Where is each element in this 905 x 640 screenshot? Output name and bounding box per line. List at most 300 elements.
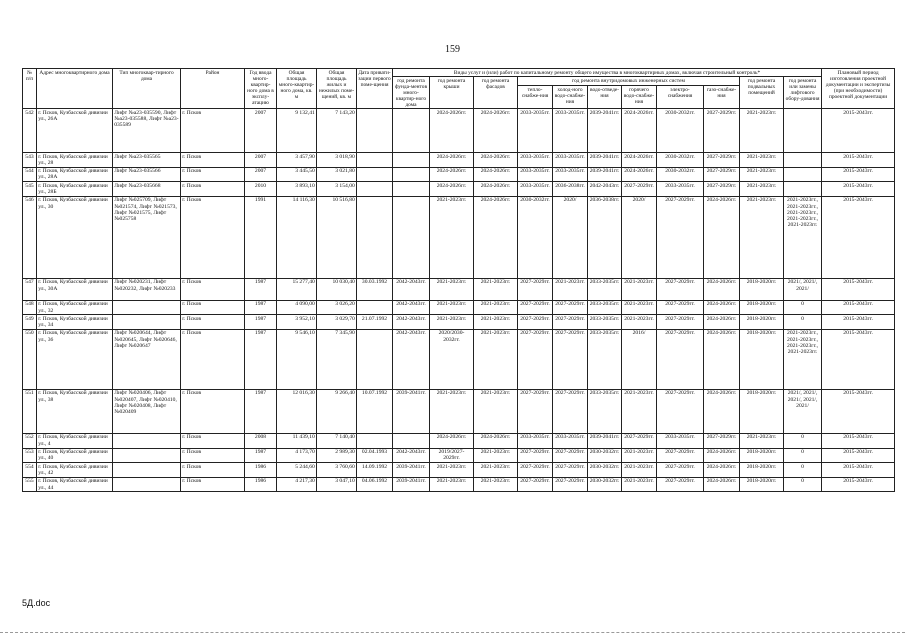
cell-type: Лифт №020406, Лифт №020407, Лифт №020410, Лифт №020408, Лифт №020409 — [113, 389, 181, 433]
cell-type — [113, 463, 181, 478]
cell-hot: 2021-2023гг. — [622, 315, 657, 330]
cell-base: 2021-2023гг. — [740, 153, 784, 168]
cell-n: 552 — [23, 433, 37, 448]
cell-roof: 2020/2030-2032гг. — [430, 329, 474, 389]
cell-lift: 2021-2023гг., 2021-2023гг., 2021-2023гг., 2021-2023гг., 2021-2023гг. — [784, 196, 822, 278]
cell-gas: 2024-2026гг. — [704, 278, 740, 300]
cell-year: 1987 — [245, 300, 277, 315]
cell-dist: г. Псков — [181, 315, 245, 330]
cell-gas: 2027-2029гг. — [704, 182, 740, 197]
cell-n: 542 — [23, 109, 37, 153]
cell-gas: 2027-2029гг. — [704, 433, 740, 448]
cell-roof: 2024-2026гг. — [430, 109, 474, 153]
table-row — [23, 329, 895, 389]
cell-type: Лифт №020644, Лифт №020645, Лифт №020646, Лифт №020647 — [113, 329, 181, 389]
cell-addr: г. Псков, Кузбасской дивизии ул., 4 — [37, 433, 113, 448]
cell-dist: г. Псков — [181, 433, 245, 448]
header-basement: год ремонта подвальных помещений — [740, 77, 784, 109]
cell-gas: 2024-2026гг. — [704, 300, 740, 315]
header-gas: газо-снабже-ния — [704, 86, 740, 109]
cell-addr: г. Псков, Кузбасской дивизии ул., 28 — [37, 153, 113, 168]
cell-base: 2018-2020гг. — [740, 329, 784, 389]
cell-total: 9 546,10 — [277, 329, 317, 389]
cell-heat: 2027-2029гг. — [518, 463, 553, 478]
cell-dist: г. Псков — [181, 278, 245, 300]
table-row — [23, 278, 895, 300]
cell-n: 547 — [23, 278, 37, 300]
cell-found: 2042-2043гг. — [393, 448, 430, 463]
cell-base: 2021-2023гг. — [740, 433, 784, 448]
cell-living: 3 018,90 — [317, 153, 357, 168]
cell-cold: 2033-2035гг. — [553, 167, 588, 182]
cell-n: 551 — [23, 389, 37, 433]
cell-found — [393, 167, 430, 182]
cell-cold: 2027-2029гг. — [553, 463, 588, 478]
cell-lift — [784, 182, 822, 197]
cell-priv: 02.04.1993 — [357, 448, 393, 463]
cell-facade: 2024-2026гг. — [474, 433, 518, 448]
cell-dist: г. Псков — [181, 463, 245, 478]
cell-dist: г. Псков — [181, 196, 245, 278]
cell-gas: 2024-2026гг. — [704, 389, 740, 433]
cell-found — [393, 433, 430, 448]
cell-year: 1987 — [245, 315, 277, 330]
header-district: Район — [181, 69, 245, 109]
cell-lift: 2021/, 2021/, 2021/ — [784, 278, 822, 300]
cell-priv — [357, 153, 393, 168]
cell-cold: 2027-2029гг. — [553, 329, 588, 389]
cell-facade: 2021-2023гг. — [474, 300, 518, 315]
cell-hot: 2024-2026гг. — [622, 167, 657, 182]
cell-type: Лифт №а23-035668 — [113, 182, 181, 197]
cell-heat: 2033-2035гг. — [518, 433, 553, 448]
cell-cold: 2033-2035гг. — [553, 433, 588, 448]
cell-hot: 2027-2029гг. — [622, 182, 657, 197]
cell-heat: 2027-2029гг. — [518, 315, 553, 330]
cell-year: 2007 — [245, 167, 277, 182]
cell-plan: 2015-2043гг. — [822, 433, 895, 448]
cell-cold: 2021-2023гг. — [553, 278, 588, 300]
cell-lift: 2021/, 2021/, 2021/, 2021/, 2021/ — [784, 389, 822, 433]
cell-priv — [357, 300, 393, 315]
cell-facade: 2021-2023гг. — [474, 463, 518, 478]
header-address: Адрес многоквартирного дома — [37, 69, 113, 109]
cell-hot: 2027-2029гг. — [622, 433, 657, 448]
cell-plan: 2015-2043гг. — [822, 300, 895, 315]
cell-total: 12 016,30 — [277, 389, 317, 433]
cell-priv — [357, 167, 393, 182]
table-row — [23, 182, 895, 197]
cell-priv — [357, 433, 393, 448]
cell-lift: 0 — [784, 300, 822, 315]
cell-base: 2018-2020гг. — [740, 278, 784, 300]
cell-plan: 2015-2043гг. — [822, 196, 895, 278]
cell-found — [393, 196, 430, 278]
cell-drain: 2030-2032гг. — [588, 448, 622, 463]
cell-cold: 2027-2029гг. — [553, 477, 588, 492]
header-privat-date: Дата привати-зации первого поме-щения — [357, 69, 393, 109]
cell-plan: 2015-2043гг. — [822, 389, 895, 433]
cell-hot: 2020/ — [622, 196, 657, 278]
cell-gas: 2024-2026гг. — [704, 448, 740, 463]
cell-hot: 2021-2023гг. — [622, 477, 657, 492]
page-edge-divider — [0, 632, 905, 633]
cell-plan: 2015-2043гг. — [822, 448, 895, 463]
cell-dist: г. Псков — [181, 167, 245, 182]
cell-n: 545 — [23, 182, 37, 197]
header-engineering: год ремонта внутридомовых инженерных систем — [518, 77, 740, 86]
cell-heat: 2033-2035гг. — [518, 167, 553, 182]
footer-filename: 5Д.doc — [22, 598, 51, 608]
cell-roof: 2021-2023гг. — [430, 463, 474, 478]
cell-cold: 2027-2029гг. — [553, 300, 588, 315]
cell-total: 3 445,50 — [277, 167, 317, 182]
cell-electro: 2027-2029гг. — [657, 389, 704, 433]
cell-roof: 2024-2026гг. — [430, 433, 474, 448]
cell-addr: г. Псков, Кузбасской дивизии ул., 30А — [37, 278, 113, 300]
cell-cold: 2033-2035гг. — [553, 153, 588, 168]
cell-total: 4 217,30 — [277, 477, 317, 492]
cell-living: 7 143,20 — [317, 109, 357, 153]
page-number: 159 — [445, 44, 460, 55]
table-row — [23, 389, 895, 433]
cell-base: 2018-2020гг. — [740, 477, 784, 492]
cell-addr: г. Псков, Кузбасской дивизии ул., 28Б — [37, 182, 113, 197]
cell-year: 2008 — [245, 433, 277, 448]
cell-roof: 2024-2026гг. — [430, 167, 474, 182]
cell-electro: 2033-2035гг. — [657, 182, 704, 197]
cell-facade: 2021-2023гг. — [474, 389, 518, 433]
cell-addr: г. Псков, Кузбасской дивизии ул., 30 — [37, 196, 113, 278]
cell-living: 7 345,90 — [317, 329, 357, 389]
cell-facade: 2021-2023гг. — [474, 448, 518, 463]
cell-plan: 2015-2043гг. — [822, 278, 895, 300]
table-body — [23, 109, 895, 492]
cell-heat: 2027-2029гг. — [518, 300, 553, 315]
cell-roof: 2019/2027-2029гг. — [430, 448, 474, 463]
cell-n: 550 — [23, 329, 37, 389]
cell-heat: 2033-2035гг. — [518, 109, 553, 153]
cell-living: 3 154,00 — [317, 182, 357, 197]
cell-hot: 2021-2023гг. — [622, 448, 657, 463]
cell-hot: 2024-2026гг. — [622, 109, 657, 153]
cell-drain: 2033-2035гг. — [588, 315, 622, 330]
cell-year: 2010 — [245, 182, 277, 197]
cell-base: 2018-2020гг. — [740, 463, 784, 478]
cell-type: Лифт №020231, Лифт №020232, Лифт №020233 — [113, 278, 181, 300]
cell-lift — [784, 109, 822, 153]
cell-drain: 2039-2041гг. — [588, 153, 622, 168]
header-facade: год ремонта фасадов — [474, 77, 518, 109]
table-row — [23, 153, 895, 168]
cell-plan: 2015-2043гг. — [822, 182, 895, 197]
cell-gas: 2024-2026гг. — [704, 196, 740, 278]
cell-roof: 2021-2023гг. — [430, 196, 474, 278]
header-cold: холод-ного водо-снабже-ния — [553, 86, 588, 109]
cell-electro: 2027-2029гг. — [657, 278, 704, 300]
cell-base: 2021-2023гг. — [740, 109, 784, 153]
cell-cold: 2020/ — [553, 196, 588, 278]
cell-dist: г. Псков — [181, 153, 245, 168]
cell-heat: 2027-2029гг. — [518, 477, 553, 492]
cell-facade: 2021-2023гг. — [474, 329, 518, 389]
cell-dist: г. Псков — [181, 329, 245, 389]
cell-dist: г. Псков — [181, 389, 245, 433]
cell-found: 2042-2043гг. — [393, 315, 430, 330]
header-lift: год ремонта или замены лифтового обору-дования — [784, 77, 822, 109]
cell-lift: 0 — [784, 463, 822, 478]
cell-roof: 2021-2023гг. — [430, 389, 474, 433]
cell-total: 14 116,30 — [277, 196, 317, 278]
cell-total: 9 132,41 — [277, 109, 317, 153]
cell-n: 548 — [23, 300, 37, 315]
cell-heat: 2033-2035гг. — [518, 182, 553, 197]
cell-roof: 2021-2023гг. — [430, 315, 474, 330]
cell-gas: 2027-2029гг. — [704, 109, 740, 153]
cell-type — [113, 448, 181, 463]
cell-electro: 2033-2035гг. — [657, 433, 704, 448]
cell-dist: г. Псков — [181, 448, 245, 463]
cell-living: 10 030,40 — [317, 278, 357, 300]
cell-addr: г. Псков, Кузбасской дивизии ул., 40 — [37, 448, 113, 463]
cell-cold: 2027-2029гг. — [553, 448, 588, 463]
header-planned: Плановый период изготовления проектной документации и экспертизы (при необходимости) проектной документации — [822, 69, 895, 109]
cell-electro: 2027-2029гг. — [657, 315, 704, 330]
cell-type: Лифт №а23-035565 — [113, 153, 181, 168]
header-year: Год ввода много-квартир-ного дома в эксплу-атацию — [245, 69, 277, 109]
cell-priv: 10.07.1992 — [357, 389, 393, 433]
header-living-area: Общая площадь жилых и нежилых поме-щений, кв. м — [317, 69, 357, 109]
cell-n: 555 — [23, 477, 37, 492]
cell-lift: 0 — [784, 433, 822, 448]
cell-heat: 2030-2032гг. — [518, 196, 553, 278]
cell-cold: 2033-2035гг. — [553, 109, 588, 153]
header-services-group: Виды услуг и (или) работ по капитальному ремонту общего имущества в многоквартирных домах, включая строительный контроль* — [393, 69, 822, 77]
cell-roof: 2021-2023гг. — [430, 477, 474, 492]
table-row — [23, 448, 895, 463]
cell-drain: 2030-2032гг. — [588, 477, 622, 492]
cell-living: 3 021,80 — [317, 167, 357, 182]
cell-drain: 2033-2035гг. — [588, 329, 622, 389]
cell-addr: г. Псков, Кузбасской дивизии ул., 44 — [37, 477, 113, 492]
cell-found — [393, 182, 430, 197]
cell-dist: г. Псков — [181, 300, 245, 315]
table-row — [23, 433, 895, 448]
cell-base: 2018-2020гг. — [740, 300, 784, 315]
cell-plan: 2015-2043гг. — [822, 167, 895, 182]
capital-repair-table — [22, 68, 895, 492]
cell-n: 544 — [23, 167, 37, 182]
cell-n: 543 — [23, 153, 37, 168]
cell-facade: 2024-2026гг. — [474, 182, 518, 197]
cell-dist: г. Псков — [181, 477, 245, 492]
cell-facade: 2024-2026гг. — [474, 196, 518, 278]
header-type: Тип многоквар-тирного дома — [113, 69, 181, 109]
cell-electro: 2030-2032гг. — [657, 153, 704, 168]
cell-type — [113, 300, 181, 315]
cell-priv — [357, 109, 393, 153]
cell-facade: 2021-2023гг. — [474, 315, 518, 330]
cell-facade: 2024-2026гг. — [474, 167, 518, 182]
cell-priv — [357, 196, 393, 278]
header-hot: горячего водо-снабже-ния — [622, 86, 657, 109]
header-electro: электро-снабжения — [657, 86, 704, 109]
cell-gas: 2024-2026гг. — [704, 477, 740, 492]
cell-facade: 2021-2023гг. — [474, 278, 518, 300]
cell-roof: 2024-2026гг. — [430, 182, 474, 197]
cell-drain: 2033-2035гг. — [588, 300, 622, 315]
cell-n: 549 — [23, 315, 37, 330]
cell-found — [393, 153, 430, 168]
cell-lift: 0 — [784, 315, 822, 330]
cell-addr: г. Псков, Кузбасской дивизии ул., 36 — [37, 329, 113, 389]
cell-hot: 2024-2026гг. — [622, 153, 657, 168]
cell-plan: 2015-2043гг. — [822, 329, 895, 389]
cell-year: 1987 — [245, 329, 277, 389]
cell-drain: 2033-2035гг. — [588, 278, 622, 300]
cell-priv: 14.09.1992 — [357, 463, 393, 478]
cell-lift — [784, 153, 822, 168]
header-foundation: год ремонта фунда-ментов много-квартир-ного дома — [393, 77, 430, 109]
cell-drain: 2039-2041гг. — [588, 433, 622, 448]
table-row — [23, 167, 895, 182]
cell-hot: 2021-2023гг. — [622, 463, 657, 478]
cell-gas: 2027-2029гг. — [704, 153, 740, 168]
cell-year: 1987 — [245, 389, 277, 433]
cell-priv: 21.07.1992 — [357, 315, 393, 330]
cell-plan: 2015-2043гг. — [822, 109, 895, 153]
cell-n: 546 — [23, 196, 37, 278]
table-row — [23, 477, 895, 492]
cell-electro: 2027-2029гг. — [657, 463, 704, 478]
cell-heat: 2027-2029гг. — [518, 329, 553, 389]
cell-electro: 2030-2032гг. — [657, 167, 704, 182]
cell-year: 1991 — [245, 196, 277, 278]
cell-total: 11 439,10 — [277, 433, 317, 448]
cell-living: 2 989,30 — [317, 448, 357, 463]
cell-total: 3 952,10 — [277, 315, 317, 330]
cell-electro: 2027-2029гг. — [657, 196, 704, 278]
cell-type: Лифт №025709, Лифт №021574, Лифт №021573, Лифт №021575, Лифт №025758 — [113, 196, 181, 278]
cell-year: 1987 — [245, 278, 277, 300]
cell-roof: 2024-2026гг. — [430, 153, 474, 168]
cell-drain: 2042-2043гг. — [588, 182, 622, 197]
cell-living: 9 266,40 — [317, 389, 357, 433]
cell-total: 15 277,40 — [277, 278, 317, 300]
cell-heat: 2027-2029гг. — [518, 389, 553, 433]
cell-facade: 2021-2023гг. — [474, 477, 518, 492]
cell-found: 2039-2041гг. — [393, 389, 430, 433]
cell-living: 10 516,80 — [317, 196, 357, 278]
cell-lift: 0 — [784, 448, 822, 463]
header-total-area: Общая площадь много-квартир-ного дома, кв. м — [277, 69, 317, 109]
table-row — [23, 463, 895, 478]
cell-electro: 2027-2029гг. — [657, 448, 704, 463]
table-row — [23, 196, 895, 278]
cell-living: 7 140,40 — [317, 433, 357, 448]
cell-dist: г. Псков — [181, 182, 245, 197]
cell-addr: г. Псков, Кузбасской дивизии ул., 26А — [37, 109, 113, 153]
cell-type: Лифт №а23-035566 — [113, 167, 181, 182]
cell-gas: 2024-2026гг. — [704, 315, 740, 330]
cell-facade: 2024-2026гг. — [474, 153, 518, 168]
cell-priv: 30.03.1992 — [357, 278, 393, 300]
cell-drain: 2036-2038гг. — [588, 196, 622, 278]
header-heat: тепло-снабже-ния — [518, 86, 553, 109]
cell-base: 2021-2023гг. — [740, 167, 784, 182]
cell-n: 554 — [23, 463, 37, 478]
cell-roof: 2021-2023гг. — [430, 278, 474, 300]
cell-base: 2018-2020гг. — [740, 315, 784, 330]
cell-year: 2007 — [245, 153, 277, 168]
cell-drain: 2039-2041гг. — [588, 109, 622, 153]
cell-addr: г. Псков, Кузбасской дивизии ул., 32 — [37, 300, 113, 315]
cell-hot: 2021-2023гг. — [622, 389, 657, 433]
cell-found: 2042-2043гг. — [393, 329, 430, 389]
cell-heat: 2027-2029гг. — [518, 448, 553, 463]
cell-plan: 2015-2043гг. — [822, 463, 895, 478]
cell-living: 3 760,60 — [317, 463, 357, 478]
cell-hot: 2021-2023гг. — [622, 278, 657, 300]
cell-heat: 2033-2035гг. — [518, 153, 553, 168]
cell-electro: 2027-2029гг. — [657, 300, 704, 315]
cell-year: 1986 — [245, 477, 277, 492]
cell-found: 2039-2041гг. — [393, 477, 430, 492]
cell-gas: 2027-2029гг. — [704, 167, 740, 182]
table-row — [23, 109, 895, 153]
cell-electro: 2027-2029гг. — [657, 477, 704, 492]
cell-facade: 2024-2026гг. — [474, 109, 518, 153]
cell-cold: 2036-2038гг. — [553, 182, 588, 197]
cell-priv: 04.06.1992 — [357, 477, 393, 492]
cell-year: 1987 — [245, 448, 277, 463]
cell-found — [393, 109, 430, 153]
cell-type — [113, 433, 181, 448]
table-row — [23, 315, 895, 330]
cell-lift — [784, 167, 822, 182]
cell-base: 2021-2023гг. — [740, 182, 784, 197]
cell-cold: 2027-2029гг. — [553, 389, 588, 433]
cell-plan: 2015-2043гг. — [822, 153, 895, 168]
cell-gas: 2024-2026гг. — [704, 329, 740, 389]
cell-type — [113, 315, 181, 330]
header-num: № п/п — [23, 69, 37, 109]
capital-repair-table-container — [22, 68, 894, 492]
cell-type — [113, 477, 181, 492]
cell-priv — [357, 182, 393, 197]
cell-dist: г. Псков — [181, 109, 245, 153]
cell-found: 2039-2041гг. — [393, 463, 430, 478]
cell-drain: 2033-2035гг. — [588, 389, 622, 433]
cell-living: 3 029,70 — [317, 315, 357, 330]
cell-total: 3 893,10 — [277, 182, 317, 197]
cell-base: 2018-2020гг. — [740, 389, 784, 433]
cell-plan: 2015-2043гг. — [822, 477, 895, 492]
cell-heat: 2027-2029гг. — [518, 278, 553, 300]
cell-lift: 2021-2023гг., 2021-2023гг., 2021-2023гг., 2021-2023гг. — [784, 329, 822, 389]
cell-base: 2021-2023гг. — [740, 196, 784, 278]
cell-electro: 2027-2029гг. — [657, 329, 704, 389]
cell-hot: 2016/ — [622, 329, 657, 389]
cell-addr: г. Псков, Кузбасской дивизии ул., 28А — [37, 167, 113, 182]
cell-n: 553 — [23, 448, 37, 463]
cell-living: 3 026,20 — [317, 300, 357, 315]
cell-total: 4 173,70 — [277, 448, 317, 463]
cell-drain: 2030-2032гг. — [588, 463, 622, 478]
cell-plan: 2015-2043гг. — [822, 315, 895, 330]
cell-found: 2042-2043гг. — [393, 278, 430, 300]
cell-living: 3 047,10 — [317, 477, 357, 492]
